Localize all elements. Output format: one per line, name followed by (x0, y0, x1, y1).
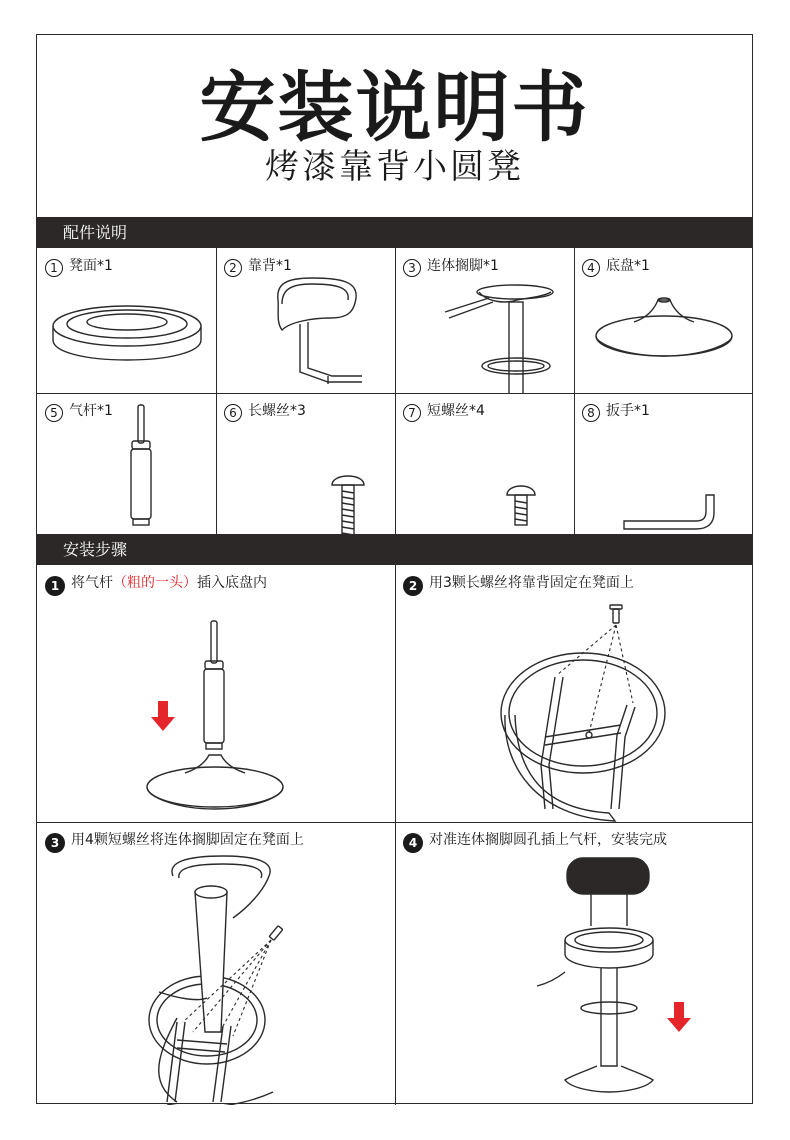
part-name: 气杆*1 (69, 403, 113, 419)
part-cell-long-screw (216, 393, 395, 534)
insert-gas-lift-icon (37, 565, 395, 822)
part-name: 长螺丝*3 (248, 403, 306, 419)
part-cell-base (574, 248, 754, 393)
product-name: 烤漆靠背小圆凳 (265, 147, 524, 187)
long-screw-icon (216, 393, 395, 534)
step-cell-4 (395, 822, 754, 1105)
step-text: 用4颗短螺丝将连体搁脚固定在凳面上 (71, 832, 304, 848)
part-name: 底盘*1 (606, 258, 650, 274)
step-highlight: （粗的一头） (113, 575, 197, 591)
part-name: 靠背*1 (248, 258, 292, 274)
allen-wrench-icon (574, 393, 754, 534)
part-number: 7 (403, 404, 421, 422)
step-cell-2 (395, 565, 754, 822)
part-number: 6 (224, 404, 242, 422)
base-plate-icon (574, 248, 754, 393)
part-number: 5 (45, 404, 63, 422)
step-text: 对准连体搁脚圆孔插上气杆，安装完成 (429, 832, 667, 848)
step-text: 插入底盘内 (197, 575, 267, 591)
step-number: 1 (45, 576, 65, 596)
step-cell-3 (37, 822, 395, 1105)
part-name: 短螺丝*4 (427, 403, 485, 419)
step-text: 用3颗长螺丝将靠背固定在凳面上 (429, 575, 634, 591)
part-number: 8 (582, 404, 600, 422)
footrest-frame-icon (395, 248, 574, 393)
finished-stool-icon (395, 822, 754, 1105)
step-cell-1 (37, 565, 395, 822)
step-number: 3 (45, 833, 65, 853)
instruction-sheet (36, 34, 753, 1104)
gas-lift-icon (37, 393, 216, 534)
step-text: 将气杆 (71, 575, 113, 591)
part-name: 连体搁脚*1 (427, 258, 499, 274)
part-name: 扳手*1 (606, 403, 650, 419)
step-number: 2 (403, 576, 423, 596)
part-number: 2 (224, 259, 242, 277)
attach-footrest-icon (37, 822, 395, 1105)
part-cell-backrest (216, 248, 395, 393)
part-cell-seat (37, 248, 216, 393)
attach-backrest-icon (395, 565, 754, 822)
part-cell-short-screw (395, 393, 574, 534)
part-cell-gas-lift (37, 393, 216, 534)
steps-section-heading: 安装步骤 (37, 534, 752, 565)
seat-cushion-icon (37, 248, 216, 393)
page-title: 安装说明书 (199, 63, 590, 152)
part-number: 4 (582, 259, 600, 277)
backrest-icon (216, 248, 395, 393)
step-number: 4 (403, 833, 423, 853)
down-arrow-icon (151, 701, 175, 731)
down-arrow-icon (667, 1002, 691, 1032)
part-number: 1 (45, 259, 63, 277)
header (37, 35, 752, 217)
part-number: 3 (403, 259, 421, 277)
part-cell-footrest (395, 248, 574, 393)
parts-section-heading: 配件说明 (37, 217, 752, 248)
short-screw-icon (395, 393, 574, 534)
part-name: 凳面*1 (69, 258, 113, 274)
part-cell-wrench (574, 393, 754, 534)
